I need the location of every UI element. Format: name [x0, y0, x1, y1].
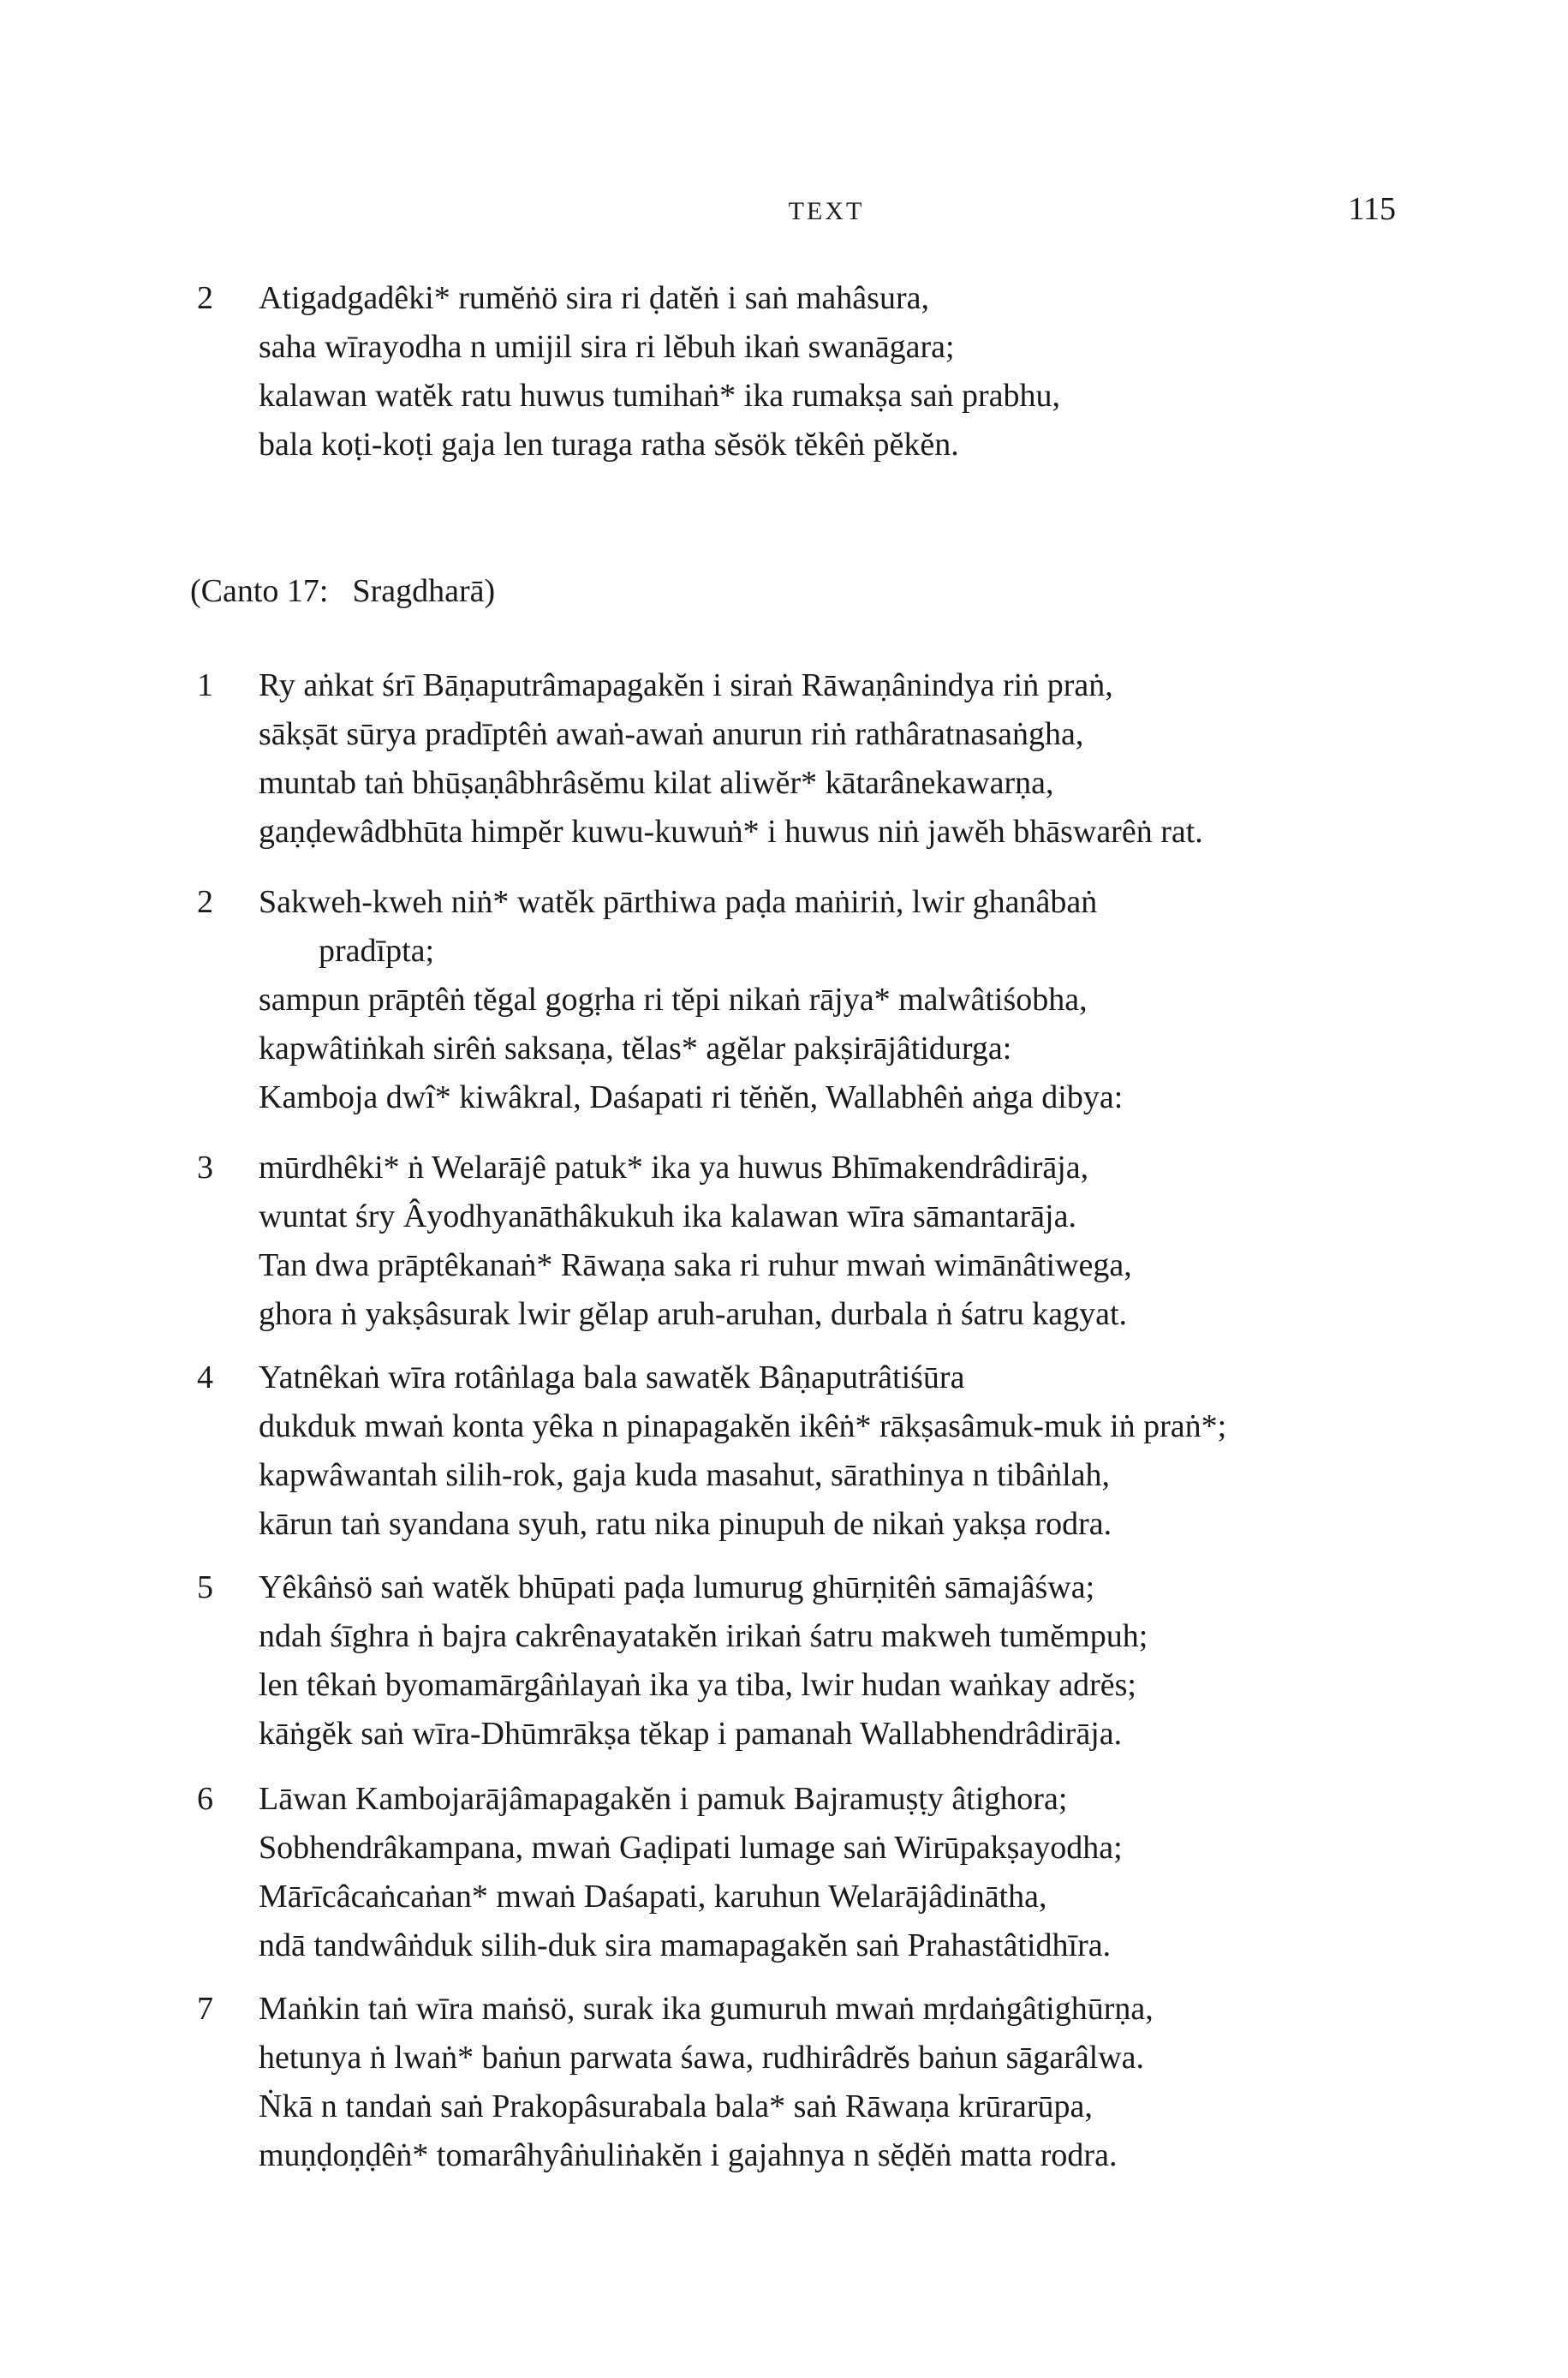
running-head [257, 190, 1396, 233]
stanza-6 [197, 1775, 1413, 1970]
verse-line: ndah śīghra ṅ bajra cakrênayatakĕn irikaṅ śatru makweh tumĕmpuh; [259, 1618, 1148, 1654]
stanza-number: 2 [197, 884, 213, 920]
verse-line: gaṇḍewâdbhūta himpĕr kuwu-kuwuṅ* i huwus niṅ jawĕh bhāswarêṅ rat. [259, 814, 1203, 850]
stanza-2 [197, 878, 1413, 1122]
verse-line: hetunya ṅ lwaṅ* baṅun parwata śawa, rudhirâdrĕs baṅun sāgarâlwa. [259, 2040, 1145, 2076]
canto-heading [190, 567, 495, 616]
stanza-number: 3 [197, 1150, 213, 1186]
verse-line: Atigadgadêki* rumĕṅö sira ri ḍatĕṅ i saṅ mahâsura, [259, 280, 929, 316]
verse-line: muntab taṅ bhūṣaṇâbhrâsĕmu kilat aliwĕr* kātarânekawarṇa, [259, 765, 1054, 801]
verse-line: muṇḍoṇḍêṅ* tomarâhyâṅuliṅakĕn i gajahnya n sĕḍĕṅ matta rodra. [259, 2137, 1118, 2173]
stanza-number: 7 [197, 1991, 213, 2027]
canto-metre: Sragdharā [352, 573, 485, 609]
stanza-prev-2 [197, 274, 1413, 469]
stanza-5 [197, 1563, 1413, 1759]
stanza-number: 4 [197, 1359, 213, 1395]
verse-line: ndā tandwâṅduk silih-duk sira mamapagakĕn saṅ Prahastâtidhīra. [259, 1927, 1112, 1963]
running-title: TEXT [788, 197, 865, 225]
canto-open-paren: ( [190, 573, 201, 609]
canto-label: Canto 17: [200, 573, 329, 609]
verse-line: kārun taṅ syandana syuh, ratu nika pinupuh de nikaṅ yakṣa rodra. [259, 1506, 1112, 1542]
stanza-lines [259, 878, 1413, 1122]
verse-line: dukduk mwaṅ konta yêka n pinapagakĕn ikêṅ* rākṣasâmuk-muk iṅ praṅ*; [259, 1408, 1227, 1444]
verse-line: Sobhendrâkampana, mwaṅ Gaḍipati lumage saṅ Wirūpakṣayodha; [259, 1830, 1123, 1866]
verse-line: kapwâwantah silih-rok, gaja kuda masahut, sārathinya n tibâṅlah, [259, 1457, 1111, 1493]
stanza-lines [259, 1985, 1413, 2180]
stanza-lines [259, 661, 1413, 857]
stanza-1 [197, 661, 1413, 857]
verse-line: Yêkâṅsö saṅ watĕk bhūpati paḍa lumurug ghūrṇitêṅ sāmajâśwa; [259, 1569, 1095, 1605]
verse-line: sākṣāt sūrya pradīptêṅ awaṅ-awaṅ anurun riṅ rathâratnasaṅgha, [259, 716, 1084, 752]
stanza-number: 5 [197, 1569, 213, 1605]
stanza-number: 1 [197, 667, 213, 703]
stanza-lines [259, 1144, 1413, 1339]
stanza-lines [259, 1775, 1413, 1970]
verse-line: kāṅgĕk saṅ wīra-Dhūmrākṣa tĕkap i pamanah Wallabhendrâdirāja. [259, 1716, 1123, 1752]
verse-line: saha wīrayodha n umijil sira ri lĕbuh ikaṅ swanāgara; [259, 329, 955, 365]
stanza-lines [259, 1353, 1413, 1549]
verse-line: Ṅkā n tandaṅ saṅ Prakopâsurabala bala* saṅ Rāwaṇa krūrarūpa, [259, 2088, 1093, 2124]
verse-line: Kamboja dwî* kiwâkral, Daśapati ri tĕṅĕn, Wallabhêṅ aṅga dibya: [259, 1079, 1124, 1115]
verse-line: kapwâtiṅkah sirêṅ saksaṇa, tĕlas* agĕlar pakṣirājâtidurga: [259, 1031, 1012, 1067]
page-number: 115 [1348, 191, 1396, 227]
verse-line: Tan dwa prāptêkanaṅ* Rāwaṇa saka ri ruhur mwaṅ wimānâtiwega, [259, 1247, 1132, 1283]
verse-line: wuntat śry Âyodhyanāthâkukuh ika kalawan wīra sāmantarāja. [259, 1198, 1076, 1234]
verse-line: bala koṭi-koṭi gaja len turaga ratha sĕsök tĕkêṅ pĕkĕn. [259, 427, 959, 463]
verse-line: ghora ṅ yakṣâsurak lwir gĕlap aruh-aruhan, durbala ṅ śatru kagyat. [259, 1296, 1128, 1332]
verse-line: len têkaṅ byomamārgâṅlayaṅ ika ya tiba, lwir hudan waṅkay adrĕs; [259, 1667, 1136, 1703]
stanza-lines [259, 274, 1413, 469]
stanza-number: 2 [197, 280, 213, 316]
verse-line-continuation: pradīpta; [319, 933, 435, 969]
stanza-4 [197, 1353, 1413, 1549]
canto-close-paren: ) [484, 573, 496, 609]
verse-line: Mārīcâcaṅcaṅan* mwaṅ Daśapati, karuhun Welarājâdinātha, [259, 1879, 1047, 1915]
stanza-number: 6 [197, 1781, 213, 1817]
stanza-3 [197, 1144, 1413, 1339]
verse-line: Yatnêkaṅ wīra rotâṅlaga bala sawatĕk Bâṇaputrâtiśūra [259, 1359, 965, 1395]
verse-line: Sakweh-kweh niṅ* watĕk pārthiwa paḍa maṅiriṅ, lwir ghanâbaṅ [259, 884, 1098, 920]
verse-line: kalawan watĕk ratu huwus tumihaṅ* ika rumakṣa saṅ prabhu, [259, 378, 1061, 414]
stanza-7 [197, 1985, 1413, 2180]
verse-line: sampun prāptêṅ tĕgal gogṛha ri tĕpi nikaṅ rājya* malwâtiśobha, [259, 982, 1088, 1018]
verse-line: Maṅkin taṅ wīra maṅsö, surak ika gumuruh mwaṅ mṛdaṅgâtighūrṇa, [259, 1991, 1154, 2027]
verse-line: Ry aṅkat śrī Bāṇaputrâmapagakĕn i siraṅ Rāwaṇânindya riṅ praṅ, [259, 667, 1113, 703]
verse-line: Lāwan Kambojarājâmapagakĕn i pamuk Bajramuṣṭy âtighora; [259, 1781, 1068, 1817]
verse-line: mūrdhêki* ṅ Welarājê patuk* ika ya huwus Bhīmakendrâdirāja, [259, 1150, 1089, 1186]
stanza-lines [259, 1563, 1413, 1759]
